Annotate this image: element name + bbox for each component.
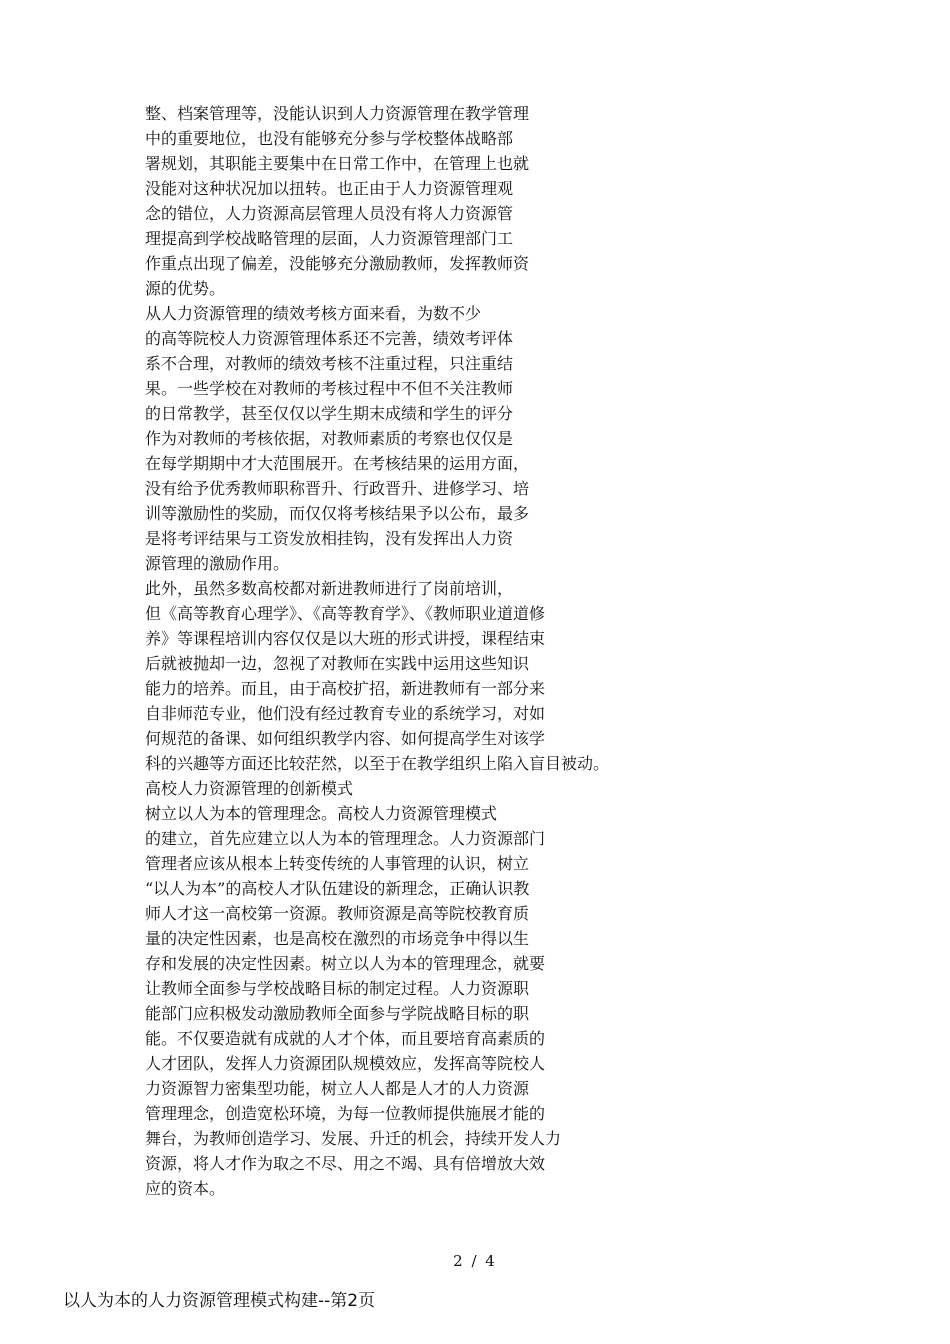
text-line: 理提高到学校战略管理的层面，人力资源管理部门工: [145, 229, 514, 248]
text-line: 中的重要地位，也没有能够充分参与学校整体战略部: [145, 129, 514, 148]
text-line: 没能对这种状况加以扭转。也正由于人力资源管理观: [145, 179, 514, 198]
text-line: 作为对教师的考核依据，对教师素质的考察也仅仅是: [145, 429, 514, 448]
text-line: 是将考评结果与工资发放相挂钩，没有发挥出人力资: [145, 529, 514, 548]
text-line: 源管理的激励作用。: [145, 554, 290, 573]
text-line: “以人为本”的高校人才队伍建设的新理念，正确认识教: [145, 879, 530, 898]
text-line: 能。不仅要造就有成就的人才个体，而且要培育高素质的: [145, 1029, 546, 1048]
page-number: 2 / 4: [453, 1252, 497, 1270]
text-line: 整、档案管理等，没能认识到人力资源管理在教学管理: [145, 104, 530, 123]
text-line: 管理者应该从根本上转变传统的人事管理的认识，树立: [145, 854, 530, 873]
text-line: 果。一些学校在对教师的考核过程中不但不关注教师: [145, 379, 514, 398]
text-line: 系不合理，对教师的绩效考核不注重过程，只注重结: [145, 354, 514, 373]
text-line: 后就被抛却一边，忽视了对教师在实践中运用这些知识: [145, 654, 530, 673]
text-line: 何规范的备课、如何组织教学内容、如何提高学生对该学: [145, 729, 546, 748]
text-line: 在每学期期中才大范围展开。在考核结果的运用方面，: [145, 454, 530, 473]
text-line: 源的优势。: [145, 279, 226, 298]
text-line: 的日常教学，甚至仅仅以学生期末成绩和学生的评分: [145, 404, 514, 423]
text-line: 此外，虽然多数高校都对新进教师进行了岗前培训，: [145, 579, 514, 598]
text-line: 能力的培养。而且，由于高校扩招，新进教师有一部分来: [145, 679, 546, 698]
text-line: 作重点出现了偏差，没能够充分激励教师，发挥教师资: [145, 254, 530, 273]
text-line: 舞台，为教师创造学习、发展、升迁的机会，持续开发人力: [145, 1129, 562, 1148]
text-line: 人才团队，发挥人力资源团队规模效应，发挥高等院校人: [145, 1054, 546, 1073]
footer-title: 以人为本的人力资源管理模式构建--第2页: [63, 1291, 376, 1311]
text-line: 养》等课程培训内容仅仅是以大班的形式讲授，课程结束: [145, 629, 546, 648]
text-line: 的高等院校人力资源管理体系还不完善，绩效考评体: [145, 329, 514, 348]
text-line: 能部门应积极发动激励教师全面参与学院战略目标的职: [145, 1004, 530, 1023]
text-line: 没有给予优秀教师职称晋升、行政晋升、进修学习、培: [145, 479, 530, 498]
text-line: 念的错位，人力资源高层管理人员没有将人力资源管: [145, 204, 514, 223]
text-line: 存和发展的决定性因素。树立以人为本的管理理念，就要: [145, 954, 546, 973]
text-line: 但《高等教育心理学》、《高等教育学》、《教师职业道道修: [145, 604, 546, 623]
text-line: 科的兴趣等方面还比较茫然，以至于在教学组织上陷入盲目被动。: [145, 754, 610, 773]
body-text: [145, 101, 645, 1201]
text-line: 树立以人为本的管理理念。高校人力资源管理模式: [145, 804, 498, 823]
text-line: 的建立，首先应建立以人为本的管理理念。人力资源部门: [145, 829, 546, 848]
text-line: 训等激励性的奖励，而仅仅将考核结果予以公布，最多: [145, 504, 530, 523]
text-line: 师人才这一高校第一资源。教师资源是高等院校教育质: [145, 904, 530, 923]
text-line: 资源，将人才作为取之不尽、用之不竭、具有倍增放大效: [145, 1154, 546, 1173]
text-line: 自非师范专业，他们没有经过教育专业的系统学习，对如: [145, 704, 546, 723]
text-line: 量的决定性因素，也是高校在激烈的市场竞争中得以生: [145, 929, 530, 948]
text-line: 从人力资源管理的绩效考核方面来看，为数不少: [145, 304, 482, 323]
text-line: 力资源智力密集型功能，树立人人都是人才的人力资源: [145, 1079, 530, 1098]
text-line: 应的资本。: [145, 1179, 226, 1198]
text-line: 高校人力资源管理的创新模式: [145, 779, 354, 798]
text-line: 管理理念，创造宽松环境，为每一位教师提供施展才能的: [145, 1104, 546, 1123]
text-line: 署规划，其职能主要集中在日常工作中，在管理上也就: [145, 154, 530, 173]
text-line: 让教师全面参与学校战略目标的制定过程。人力资源职: [145, 979, 530, 998]
